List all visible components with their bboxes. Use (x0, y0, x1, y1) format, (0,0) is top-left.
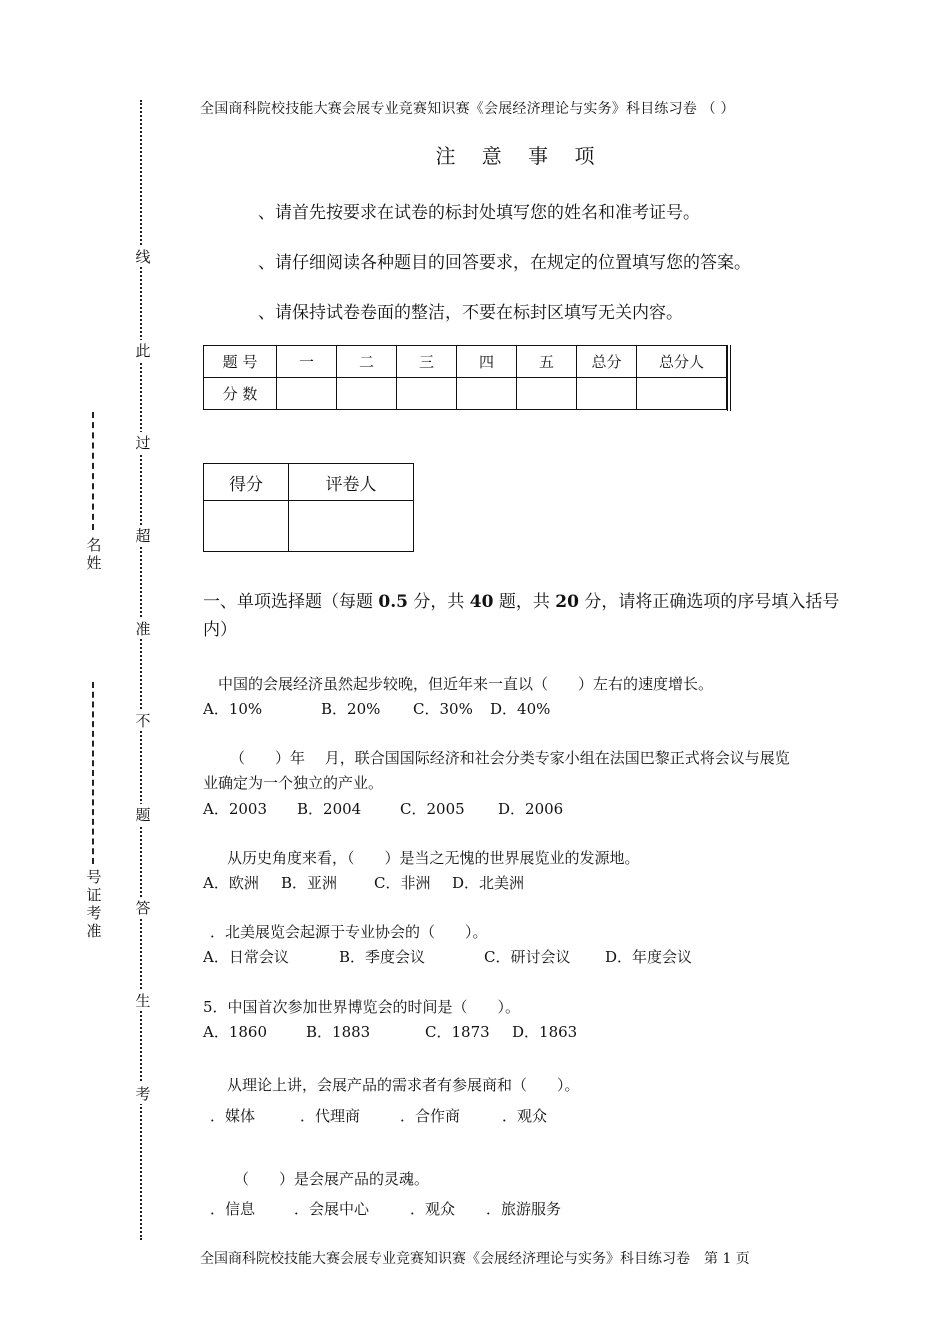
notice-title: 注 意 事 项 (435, 144, 605, 168)
score-header-cell: 总分 (577, 346, 637, 378)
option[interactable]: A．日常会议 (203, 948, 289, 966)
name-label: 名姓 (86, 536, 102, 572)
notice-item: 、请保持试卷卷面的整洁，不要在标封区填写无关内容。 (258, 303, 683, 323)
grader-name-header: 评卷人 (289, 464, 414, 501)
score-header-cell: 四 (457, 346, 517, 378)
score-table (203, 345, 727, 410)
option[interactable]: B．1883 (306, 1023, 371, 1041)
question-text: 中国的会展经济虽然起步较晚，但近年来一直以（ ）左右的速度增长。 (218, 675, 714, 693)
question-options (203, 698, 550, 719)
option[interactable]: ．观众 (410, 1200, 456, 1218)
option[interactable]: ．代理商 (300, 1107, 361, 1125)
score-header-cell: 五 (517, 346, 577, 378)
option[interactable]: D．40% (490, 700, 551, 718)
score-row-label: 分 数 (204, 378, 277, 410)
question-text: 5．中国首次参加世界博览会的时间是（ ）。 (203, 998, 521, 1016)
option[interactable]: ．会展中心 (294, 1200, 370, 1218)
option[interactable]: ．旅游服务 (486, 1200, 562, 1218)
exam-header: 全国商科院校技能大赛会展专业竞赛知识赛《会展经济理论与实务》科目练习卷 （ ） (200, 101, 735, 117)
score-header-cell: 总分人 (637, 346, 727, 378)
binding-char: 超 (135, 527, 151, 545)
question-options (210, 1198, 561, 1219)
binding-char: 不 (135, 712, 151, 730)
option[interactable]: D．年度会议 (605, 948, 693, 966)
section-total-points: 20 (555, 592, 579, 612)
score-table-value-row (204, 378, 727, 410)
score-cell[interactable] (637, 378, 727, 410)
option[interactable]: A．2003 (203, 800, 268, 818)
option[interactable]: ．合作商 (400, 1107, 461, 1125)
option[interactable]: C．研讨会议 (484, 948, 571, 966)
binding-char: 考 (135, 1085, 151, 1103)
grader-name-cell[interactable] (289, 501, 414, 552)
option[interactable]: ．观众 (502, 1107, 548, 1125)
binding-dotted-line (140, 100, 142, 1240)
grader-score-cell[interactable] (204, 501, 289, 552)
question-text: 从历史角度来看，（ ）是当之无愧的世界展览业的发源地。 (227, 849, 640, 867)
page-footer: 全国商科院校技能大赛会展专业竞赛知识赛《会展经济理论与实务》科目练习卷 第 1 页 (200, 1251, 750, 1267)
score-cell[interactable] (577, 378, 637, 410)
score-header-cell: 一 (277, 346, 337, 378)
section-text: 分，共 (407, 592, 470, 612)
option[interactable]: ．信息 (210, 1200, 256, 1218)
option[interactable]: B．20% (321, 700, 381, 718)
score-table-header-row (204, 346, 727, 378)
name-fill-line (92, 412, 94, 530)
option[interactable]: C．非洲 (374, 874, 431, 892)
question-options (203, 798, 563, 819)
grader-table (203, 463, 414, 552)
exam-id-label: 号证考准 (86, 868, 102, 940)
question-options (203, 946, 692, 967)
option[interactable]: C．2005 (400, 800, 465, 818)
option[interactable]: ．媒体 (210, 1107, 256, 1125)
score-cell[interactable] (337, 378, 397, 410)
section-text: 分，请将正确选项的序号填入括号内） (203, 592, 840, 640)
option[interactable]: D．2006 (498, 800, 564, 818)
score-cell[interactable] (277, 378, 337, 410)
section-text: 题，共 (493, 592, 556, 612)
option[interactable]: A．1860 (203, 1023, 268, 1041)
binding-char: 线 (135, 248, 151, 266)
option[interactable]: D．1863 (512, 1023, 578, 1041)
section-text: 一、单项选择题（每题 (203, 592, 379, 612)
question-options (203, 872, 524, 893)
score-header-cell: 三 (397, 346, 457, 378)
section-title (203, 588, 843, 644)
section-question-count: 40 (469, 592, 494, 612)
question-options (203, 1021, 577, 1042)
question-text-continued: 业确定为一个独立的产业。 (203, 774, 384, 792)
binding-char: 准 (135, 620, 151, 638)
option[interactable]: B．2004 (297, 800, 362, 818)
score-cell[interactable] (457, 378, 517, 410)
notice-item: 、请首先按要求在试卷的标封处填写您的姓名和准考证号。 (258, 203, 700, 223)
binding-char: 题 (135, 806, 151, 824)
option[interactable]: C．30% (413, 700, 473, 718)
option[interactable]: C．1873 (425, 1023, 490, 1041)
score-cell[interactable] (397, 378, 457, 410)
option[interactable]: D．北美洲 (452, 874, 525, 892)
option[interactable]: A．欧洲 (203, 874, 259, 892)
question-text: 从理论上讲，会展产品的需求者有参展商和（ ）。 (227, 1076, 580, 1094)
table-double-border (727, 345, 731, 411)
score-cell[interactable] (517, 378, 577, 410)
binding-char: 生 (135, 992, 151, 1010)
score-header-cell: 二 (337, 346, 397, 378)
option[interactable]: B．亚洲 (281, 874, 338, 892)
notice-item: 、请仔细阅读各种题目的回答要求，在规定的位置填写您的答案。 (258, 253, 751, 273)
exam-id-fill-line (92, 682, 94, 864)
score-header-cell: 题 号 (204, 346, 277, 378)
grader-score-header: 得分 (204, 464, 289, 501)
binding-char: 答 (135, 899, 151, 917)
question-text: ．北美展览会起源于专业协会的（ ）。 (210, 923, 488, 941)
option[interactable]: B．季度会议 (339, 948, 426, 966)
question-options (210, 1105, 547, 1126)
option[interactable]: A．10% (203, 700, 263, 718)
binding-char: 过 (135, 434, 151, 452)
question-text: （ ）是会展产品的灵魂。 (234, 1170, 430, 1188)
section-points-per-question: 0.5 (378, 592, 408, 612)
question-text: （ ）年 月，联合国国际经济和社会分类专家小组在法国巴黎正式将会议与展览 (230, 749, 790, 767)
binding-char: 此 (135, 342, 151, 360)
